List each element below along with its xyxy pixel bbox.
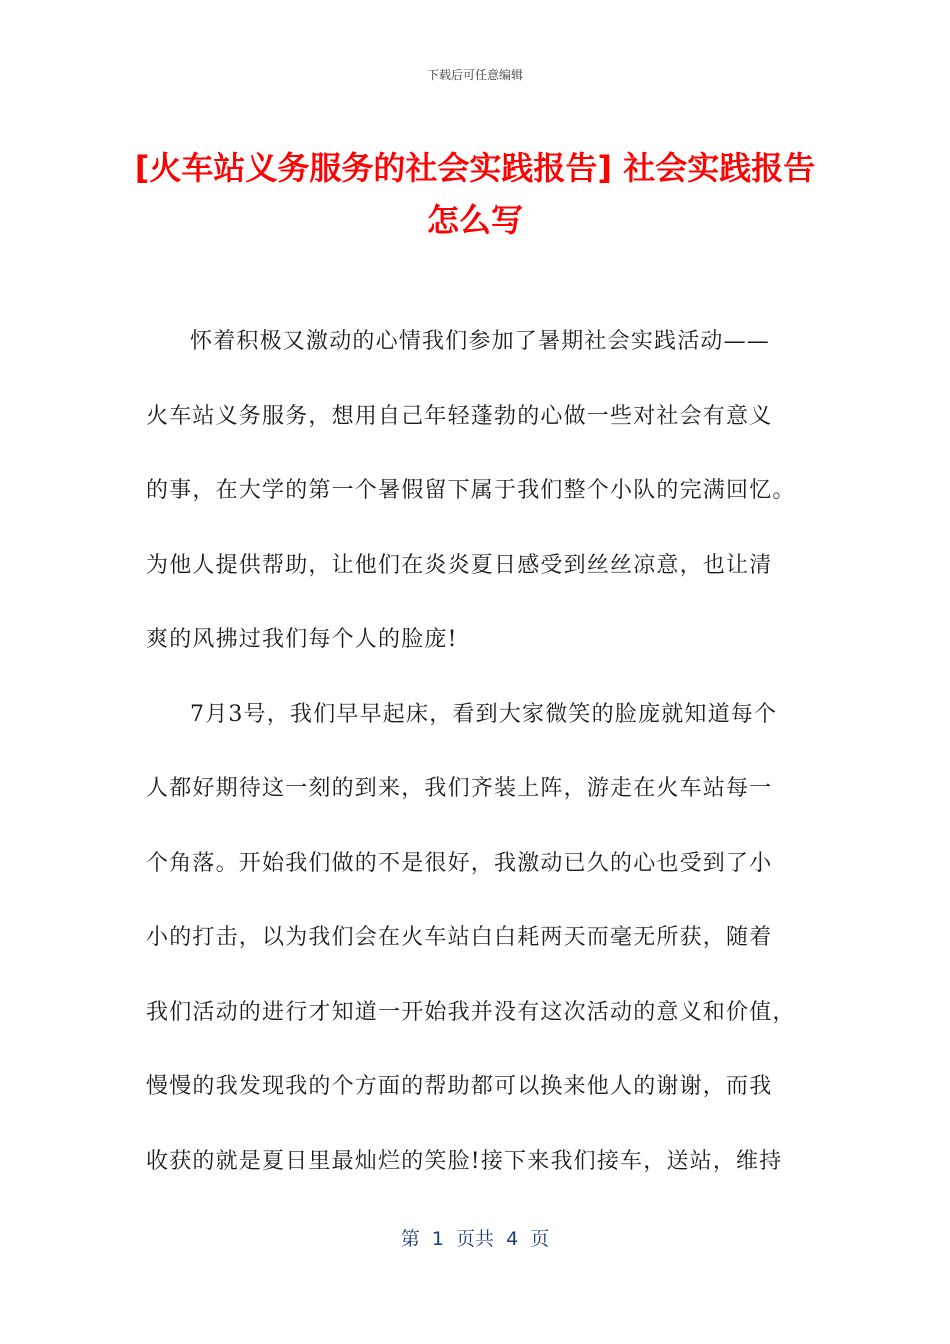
paragraph-line: 我们活动的进行才知道一开始我并没有这次活动的意义和价值， (146, 999, 796, 1025)
paragraph-line: 怀着积极又激动的心情我们参加了暑期社会实践活动—— (190, 329, 771, 354)
header-note: 下载后可任意编辑 (426, 68, 523, 82)
paragraph-line: 慢慢的我发现我的个方面的帮助都可以换来他人的谢谢，而我 (146, 1074, 773, 1099)
paragraph-line: 7月3号，我们早早起床，看到大家微笑的脸庞就知道每个 (190, 701, 778, 727)
paragraph-line: 火车站义务服务，想用自己年轻蓬勃的心做一些对社会有意义 (146, 403, 773, 429)
paragraph-line: 的事，在大学的第一个暑假留下属于我们整个小队的完满回忆。 (146, 478, 796, 503)
paragraph-line: 收获的就是夏日里最灿烂的笑脸!接下来我们接车，送站，维持 (146, 1148, 783, 1174)
paragraph-line: 小的打击，以为我们会在火车站白白耗两天而毫无所获，随着 (146, 925, 773, 950)
document-title: [火车站义务服务的社会实践报告] 社会实践报告怎么写 (134, 149, 816, 239)
paragraph-line: 爽的风拂过我们每个人的脸庞! (146, 627, 458, 652)
body-text (146, 316, 806, 1210)
paragraph-line: 为他人提供帮助，让他们在炎炎夏日感受到丝丝凉意，也让清 (146, 552, 773, 578)
paragraph-line: 个角落。开始我们做的不是很好，我激动已久的心也受到了小 (146, 850, 773, 876)
page-number-footer: 第 1 页共 4 页 (400, 1228, 550, 1250)
paragraph-line: 人都好期待这一刻的到来，我们齐装上阵，游走在火车站每一 (146, 776, 773, 801)
